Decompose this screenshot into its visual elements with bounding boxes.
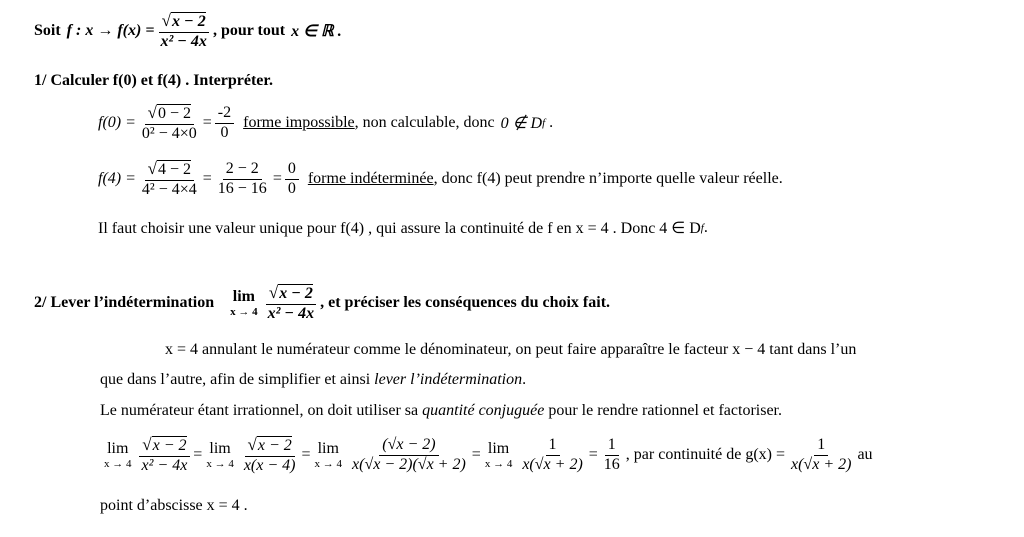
q2-heading-den: x² − 4x: [267, 304, 315, 322]
f0-domain-sub: f: [542, 117, 546, 130]
choice-line: [98, 218, 708, 238]
f4-mid-den: 16 − 16: [217, 179, 267, 197]
f4-value-fraction: [285, 161, 299, 198]
eq-g-fraction: $\frac{1}{x(√x + 2)}$: [791, 436, 852, 473]
q2-heading-a: 2/ Lever l’indétermination: [34, 294, 215, 312]
lim-word: lim: [232, 287, 255, 305]
intro-map: f : x → f(x) =: [66, 22, 155, 40]
choice-text: Il faut choisir une valeur unique pour f(4) , qui assure la continuité de f en x = 4 . Donc 4 ∈ D: [98, 220, 701, 237]
eq-fraction-2: $\frac{√x - 2}{x(x - 4)}$: [243, 435, 296, 474]
lim-sub: x → 4: [230, 305, 258, 318]
choice-sub: f: [700, 222, 704, 234]
f4-denominator: 4² − 4×4: [141, 180, 197, 198]
f0-value-num: -2: [215, 105, 234, 124]
f0-domain: 0 ∉ D: [500, 115, 543, 133]
intro-line: [34, 12, 342, 51]
q2-heading-limit: [230, 289, 258, 318]
eq-result: $\frac{1}{16}$: [603, 436, 620, 473]
function-fraction: $\frac{√x - 2}{\text{x² − 4x}}$: [157, 12, 210, 51]
f4-underlined: forme indéterminée: [307, 170, 434, 188]
eq-continuity: , par continuité de g(x) =: [625, 446, 785, 464]
eq-lim-3: lim x → 4: [314, 439, 343, 470]
f0-value-den: 0: [220, 123, 229, 141]
f0-lhs: f(0) =: [98, 114, 136, 132]
f4-value-den: 0: [287, 179, 296, 197]
f4-rest: , donc f(4) peut prendre n’importe quelle valeur réelle.: [433, 170, 783, 188]
q2-paragraph-2: [100, 402, 782, 420]
f0-denominator: 0² − 4×0: [141, 124, 197, 142]
f0-numerator: 0 − 2: [157, 105, 192, 122]
q2-heading-b: , et préciser les conséquences du choix fait.: [320, 294, 611, 312]
p1b-italic: lever l’indétermination: [374, 371, 523, 388]
f0-line: f(0) = $\frac{√0 - 2}{\text{0² − 4×0}}$ = $\frac{-2}{0}$ forme impossible , non calculable, donc 0 ∉ D f .: [98, 103, 554, 142]
intro-pour-tout: , pour tout: [212, 22, 286, 40]
limit-equation: lim x → 4 $\frac{√x - 2}{\text{x² − 4x}}$ = lim x → 4 $\frac{√x - 2}{x(x - 4)}$ = lim x → 4 $\frac{(√x - 2)}{x(√x - 2)(√x + 2)}$ = lim x → 4 $\frac{1}{x(√x + 2)}$ = $\frac{1}{16}$ , par continuité de g(x) = $\frac{1}{x(√x + 2)}$ au: [104, 435, 873, 474]
function-denominator: x² − 4x: [160, 32, 207, 50]
p2-text-a: Le numérateur étant irrationnel, on doit utiliser sa: [100, 402, 419, 419]
eq-fraction-3: $\frac{(√x - 2)}{x(√x - 2)(√x + 2)}$: [352, 436, 466, 473]
last-line: point d’abscisse x = 4 .: [100, 497, 248, 514]
f4-value-num: 0: [285, 161, 299, 180]
p1b-end: .: [522, 371, 527, 388]
f0-fraction: $\frac{√0 - 2}{\text{0² − 4×0}}$: [139, 104, 200, 143]
p1b-text: que dans l’autre, afin de simplifier et ainsi: [100, 371, 371, 388]
eq-fraction-1: $\frac{√x - 2}{\text{x² − 4x}}$: [139, 436, 191, 475]
intro-domain: x ∈ ℝ .: [291, 23, 342, 41]
eq-au: au: [857, 446, 873, 464]
f0-underlined: forme impossible: [243, 114, 355, 132]
f4-fraction: $\frac{√4 - 2}{\text{4² − 4×4}}$: [139, 160, 200, 199]
intro-soit: Soit: [34, 22, 61, 40]
q2-heading-num: x − 2: [279, 285, 313, 302]
f4-line: f(4) = $\frac{√4 - 2}{\text{4² − 4×4}}$ = $\frac{2 - 2}{16 - 16}$ = $\frac{0}{0}$ forme indéterminée , donc f(4) peut prendre n’importe quelle valeur réelle.: [98, 159, 783, 198]
f4-lhs: f(4) =: [98, 170, 136, 188]
eq-lim-4: lim x → 4: [484, 439, 513, 470]
function-numerator: x − 2: [172, 13, 206, 30]
choice-end: .: [703, 219, 708, 236]
f4-mid-num: 2 − 2: [223, 161, 262, 180]
f4-numerator: 4 − 2: [157, 161, 192, 178]
q2-paragraph-1a: x = 4 annulant le numérateur comme le dénominateur, on peut faire apparaître le facteur x − 4 tant dans l’un: [165, 341, 857, 358]
f0-value-fraction: [215, 105, 234, 142]
f0-rest: , non calculable, donc: [354, 114, 495, 132]
q1-heading: 1/ Calculer f(0) et f(4) . Interpréter.: [34, 72, 274, 89]
eq-lim-2: lim x → 4: [206, 439, 234, 470]
eq-fraction-4: $\frac{1}{x(√x + 2)}$: [522, 436, 583, 473]
f4-mid-fraction: [215, 161, 270, 198]
eq-lim-1: lim x → 4: [104, 439, 132, 470]
q2-heading: [34, 284, 610, 323]
p2-italic: quantité conjuguée: [422, 402, 545, 419]
q2-heading-fraction: $\frac{√x - 2}{\text{x² − 4x}}$: [265, 284, 318, 323]
p2-text-b: pour le rendre rationnel et factoriser.: [548, 402, 782, 419]
q2-paragraph-1b: [100, 371, 526, 389]
